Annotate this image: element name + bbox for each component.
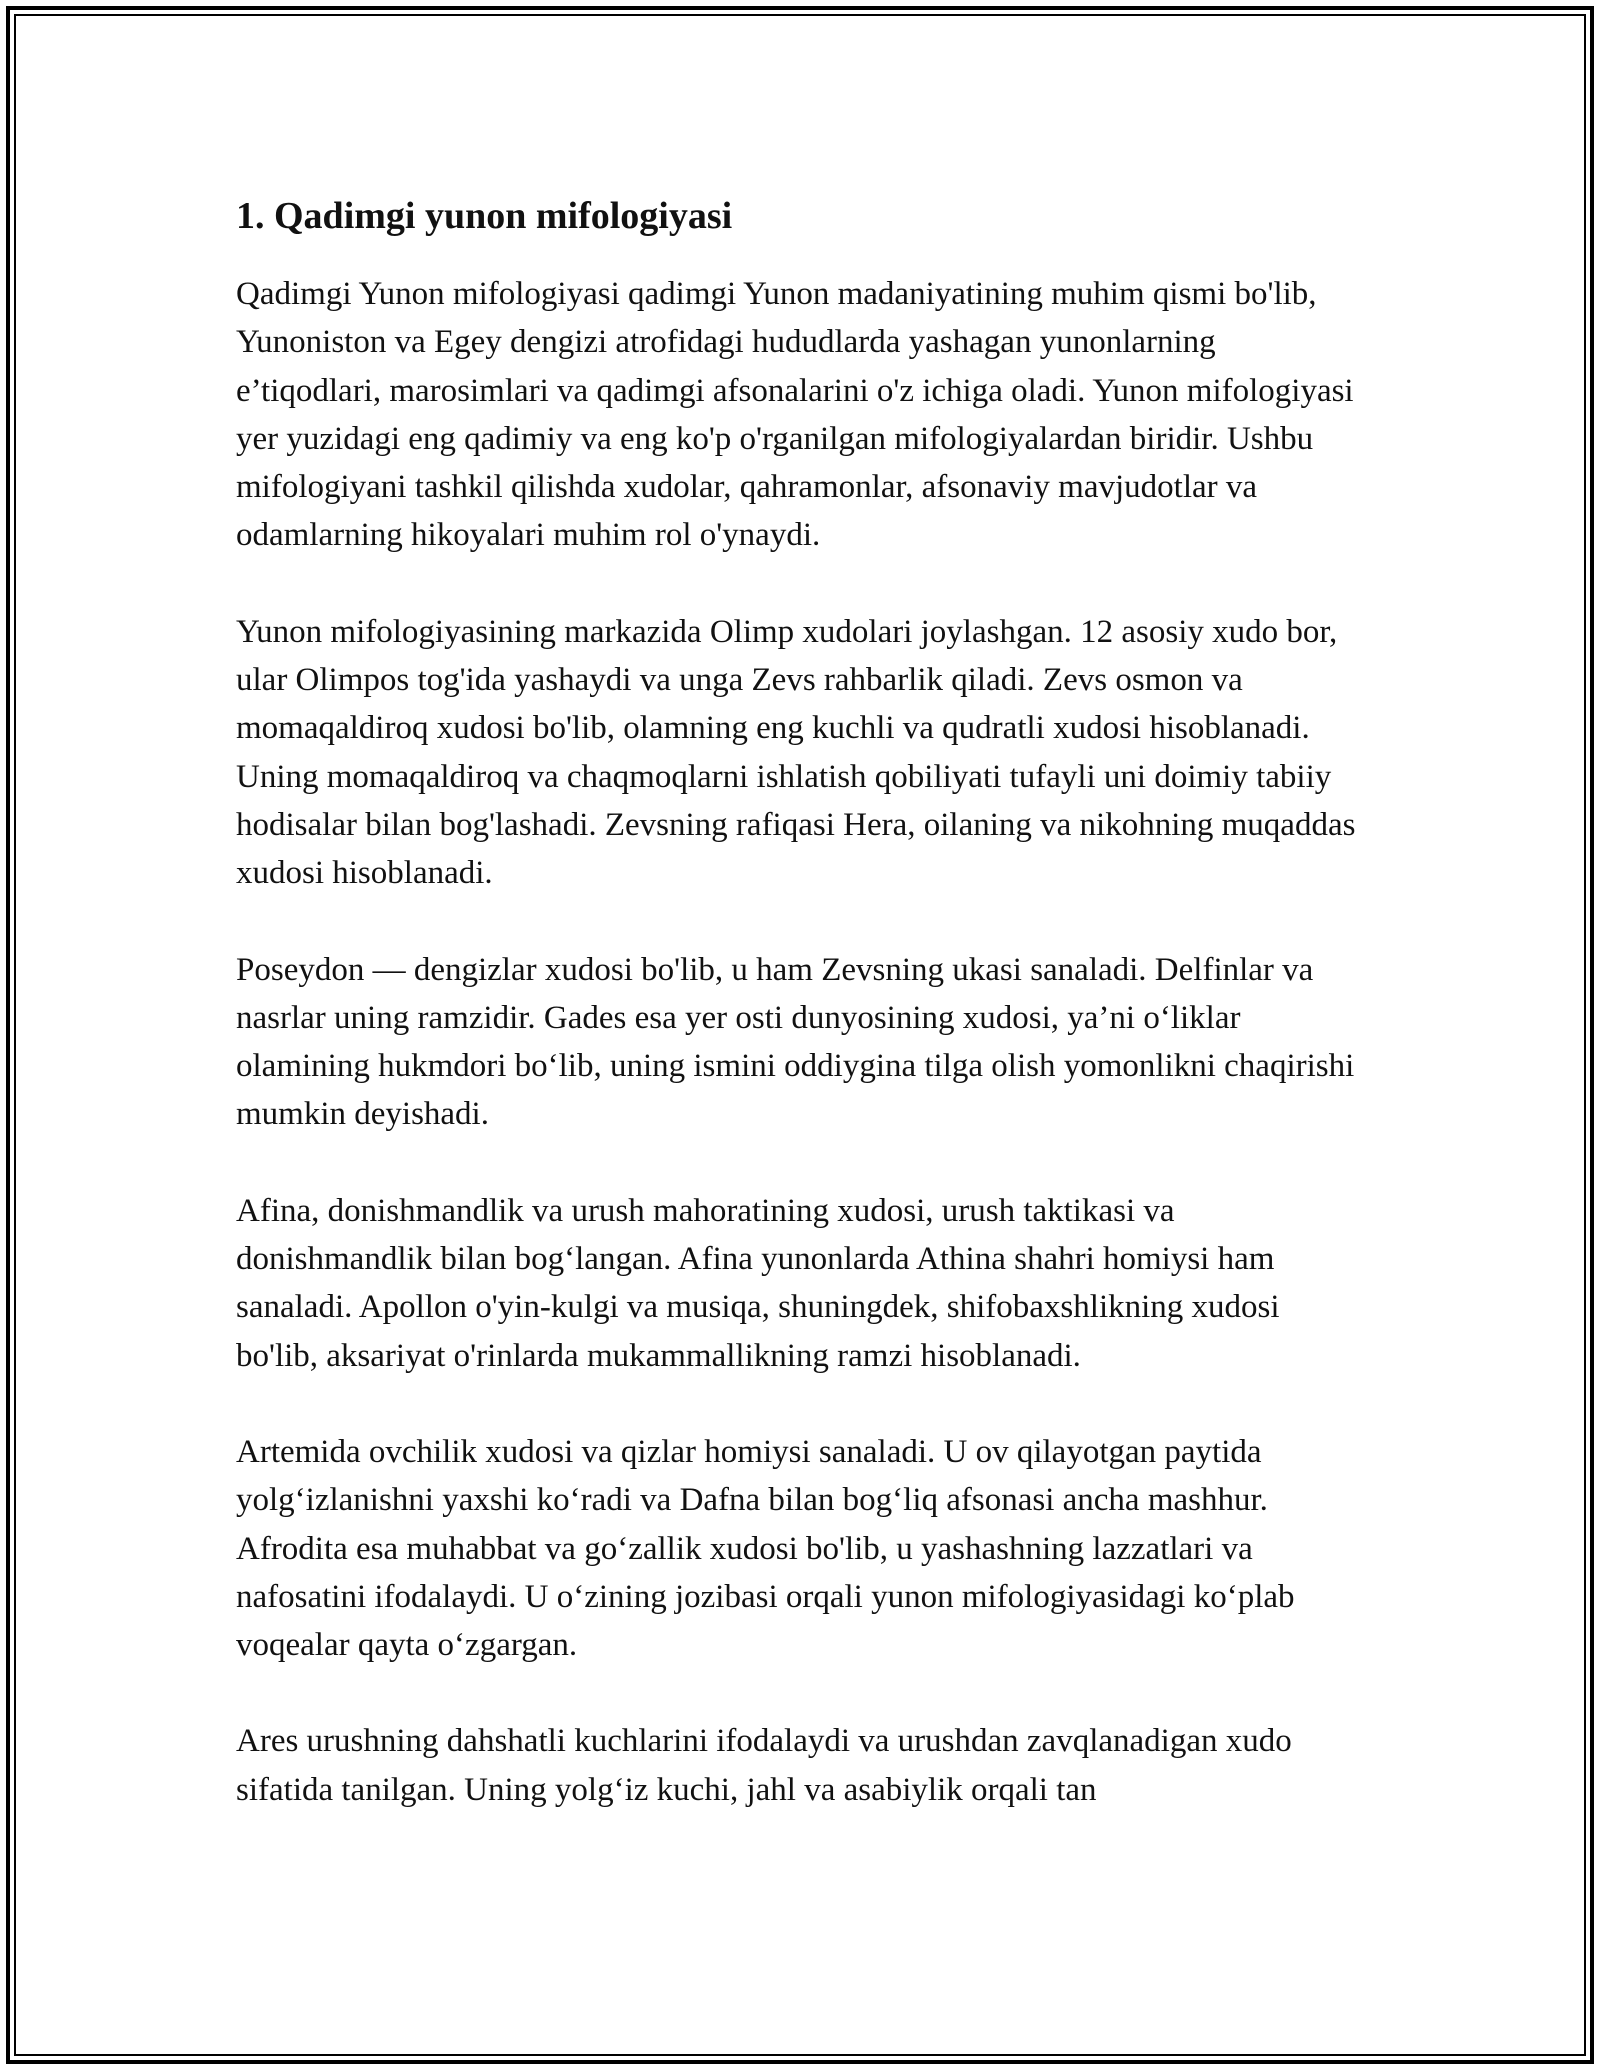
paragraph-ares: Ares urushning dahshatli kuchlarini ifodalaydi va urushdan zavqlanadigan xudo sifatida tanilgan. Uning yolg‘iz kuchi, jahl va asabiylik orqali tan bbox=[236, 1723, 1292, 1808]
paragraph-athena-apollo: Afina, donishmandlik va urush mahoratining xudosi, urush taktikasi va donishmandlik bilan bog‘langan. Afina yunonlarda Athina shahri homiysi ham sanaladi. Apollon o'yin-kulgi va musiqa, shuningdek, shifobaxshlikning xudosi bo'lib, aksariyat o'rinlarda mukammallikning ramzi hisoblanadi. bbox=[236, 1192, 1280, 1374]
paragraph-intro: Qadimgi Yunon mifologiyasi qadimgi Yunon madaniyatining muhim qismi bo'lib, Yunoniston va Egey dengizi atrofidagi hududlarda yashagan yunonlarning e’tiqodlari, marosimlari va qadimgi afsonalarini o'z ichiga oladi. Yunon mifologiyasi yer yuzidagi eng qadimiy va eng ko'p o'rganilgan mifologiyalardan biridir. Ushbu mifologiyani tashkil qilishda xudolar, qahramonlar, afsonaviy mavjudotlar va odamlarning hikoyalari muhim rol o'ynaydi. bbox=[236, 276, 1354, 554]
paragraph-artemis-aphrodite: Artemida ovchilik xudosi va qizlar homiysi sanaladi. U ov qilayotgan paytida yolg‘izlanishni yaxshi ko‘radi va Dafna bilan bog‘liq afsonasi ancha mashhur. Afrodita esa muhabbat va go‘zallik xudosi bo'lib, u yashashning lazzatlari va nafosatini ifodalaydi. U o‘zining jozibasi orqali yunon mifologiyasidagi ko‘plab voqealar qayta o‘zgargan. bbox=[236, 1433, 1295, 1664]
paragraph-olympians: Yunon mifologiyasining markazida Olimp xudolari joylashgan. 12 asosiy xudo bor, ular Olimpos tog'ida yashaydi va unga Zevs rahbarlik qiladi. Zevs osmon va momaqaldiroq xudosi bo'lib, olamning eng kuchli va qudratli xudosi hisoblanadi. Uning momaqaldiroq va chaqmoqlarni ishlatish qobiliyati tufayli uni doimiy tabiiy hodisalar bilan bog'lashadi. Zevsning rafiqasi Hera, oilaning va nikohning muqaddas xudosi hisoblanadi. bbox=[236, 613, 1356, 892]
paragraph-poseidon-hades: Poseydon — dengizlar xudosi bo'lib, u ham Zevsning ukasi sanaladi. Delfinlar va nasrlar uning ramzidir. Gades esa yer osti dunyosining xudosi, ya’ni o‘liklar olamining hukmdori bo‘lib, uning ismini oddiygina tilga olish yomonlikni chaqirishi mumkin deyishadi. bbox=[236, 951, 1355, 1133]
document-body bbox=[236, 188, 1366, 1862]
section-heading: 1. Qadimgi yunon mifologiyasi bbox=[236, 195, 733, 237]
